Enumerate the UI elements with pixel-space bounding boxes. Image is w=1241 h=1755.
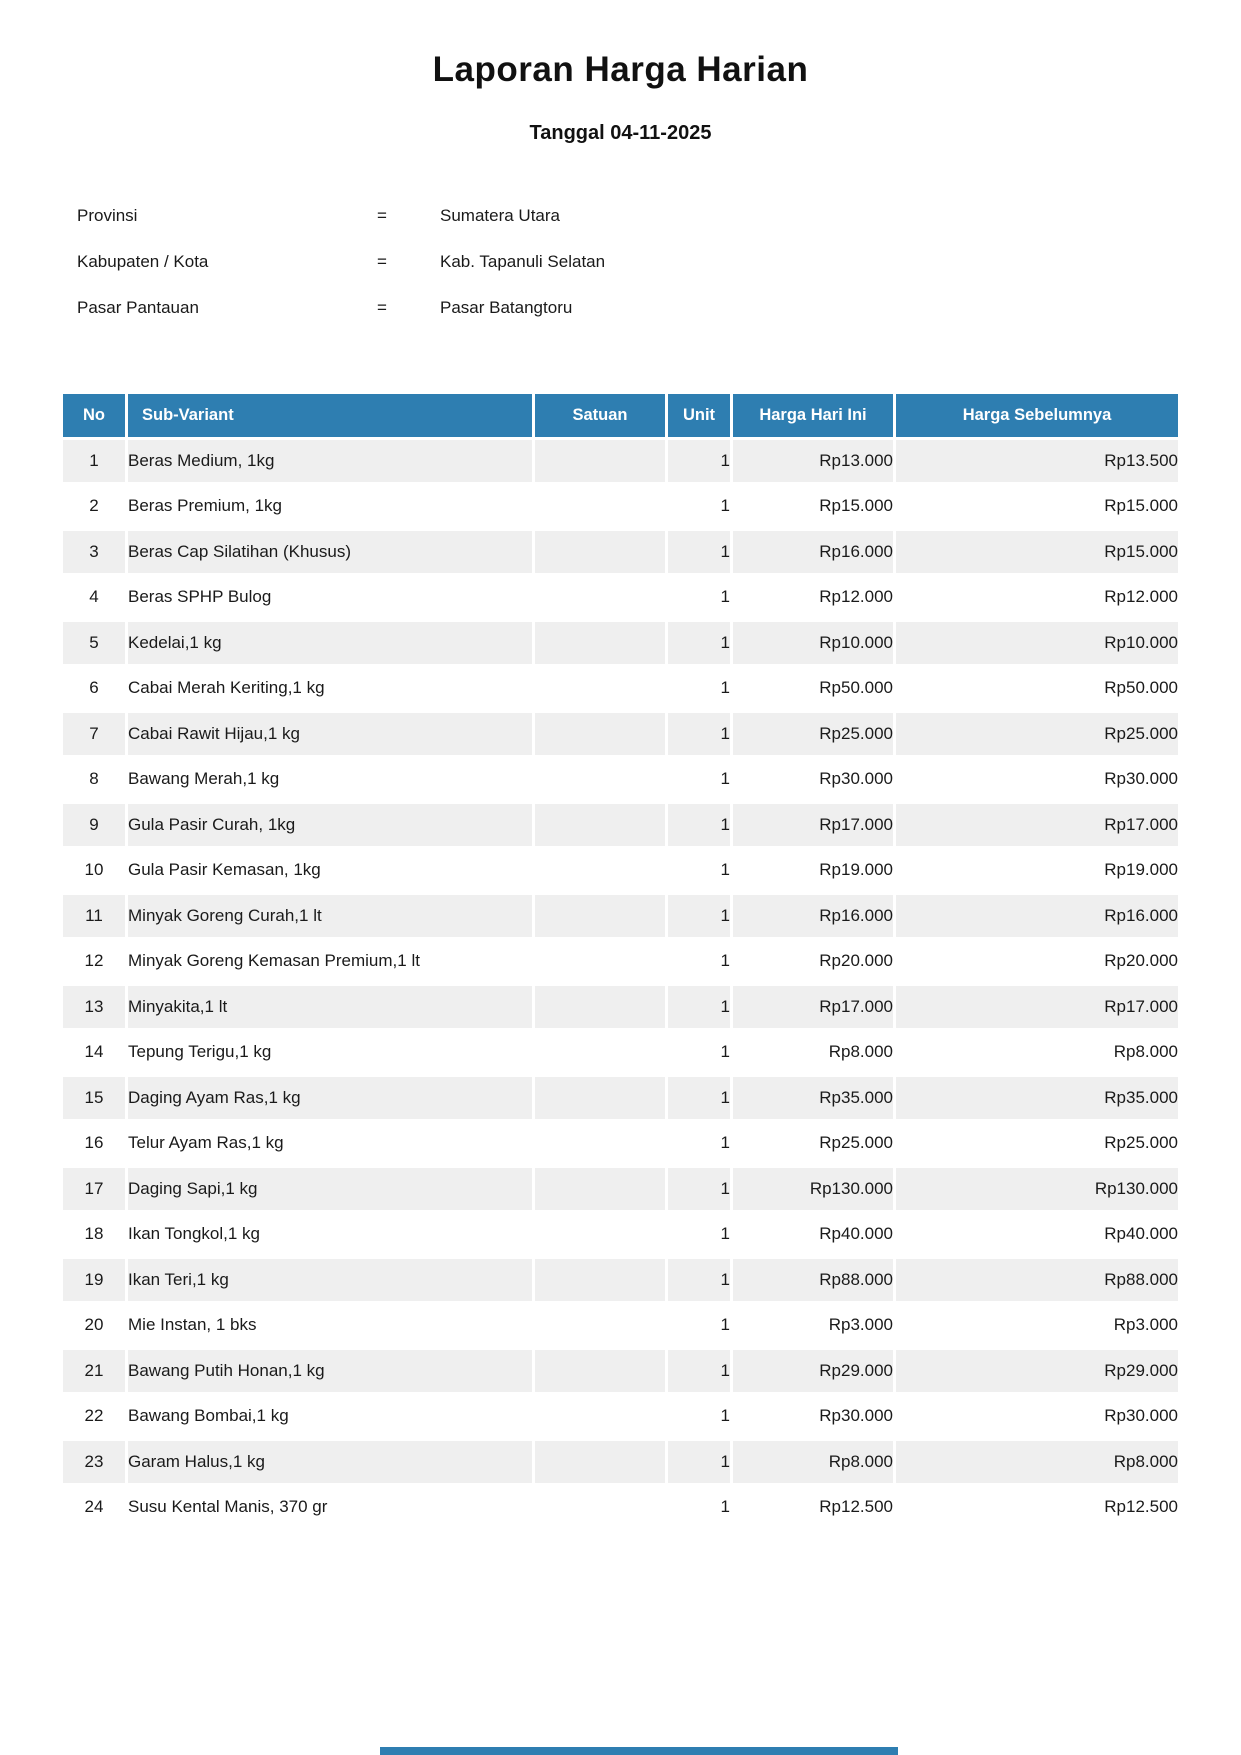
price-table-header (63, 394, 1178, 437)
cell-harga-sebelumnya: Rp30.000 (896, 758, 1178, 801)
cell-satuan (535, 1122, 665, 1165)
cell-harga-hari-ini: Rp17.000 (733, 804, 893, 847)
price-table (60, 391, 1181, 1532)
price-table-body (63, 440, 1178, 1529)
table-row (63, 713, 1178, 756)
table-row (63, 895, 1178, 938)
cell-no: 10 (63, 849, 125, 892)
meta-equals-sign: = (377, 206, 387, 225)
cell-no: 9 (63, 804, 125, 847)
cell-sub-variant: Minyak Goreng Kemasan Premium,1 lt (128, 940, 532, 983)
cell-no: 3 (63, 531, 125, 574)
cell-no: 19 (63, 1259, 125, 1302)
cell-harga-sebelumnya: Rp19.000 (896, 849, 1178, 892)
cell-satuan (535, 440, 665, 483)
cell-harga-sebelumnya: Rp20.000 (896, 940, 1178, 983)
cell-sub-variant: Beras Cap Silatihan (Khusus) (128, 531, 532, 574)
cell-sub-variant: Bawang Merah,1 kg (128, 758, 532, 801)
cell-unit: 1 (668, 895, 730, 938)
cell-sub-variant: Daging Sapi,1 kg (128, 1168, 532, 1211)
meta-label-pasar-pantauan: Pasar Pantauan (77, 298, 199, 317)
cell-unit: 1 (668, 1304, 730, 1347)
cell-harga-hari-ini: Rp20.000 (733, 940, 893, 983)
cell-no: 6 (63, 667, 125, 710)
cell-sub-variant: Gula Pasir Curah, 1kg (128, 804, 532, 847)
cell-harga-sebelumnya: Rp17.000 (896, 804, 1178, 847)
cell-no: 2 (63, 485, 125, 528)
cell-no: 8 (63, 758, 125, 801)
col-header-harga-hari-ini: Harga Hari Ini (733, 394, 893, 437)
report-date: Tanggal 04-11-2025 (529, 122, 712, 144)
cell-harga-sebelumnya: Rp15.000 (896, 531, 1178, 574)
header-row (63, 394, 1178, 437)
cell-sub-variant: Daging Ayam Ras,1 kg (128, 1077, 532, 1120)
cell-unit: 1 (668, 440, 730, 483)
cell-sub-variant: Beras Premium, 1kg (128, 485, 532, 528)
meta-label-kabupaten-kota: Kabupaten / Kota (77, 252, 209, 271)
cell-no: 18 (63, 1213, 125, 1256)
col-header-unit: Unit (668, 394, 730, 437)
cell-sub-variant: Garam Halus,1 kg (128, 1441, 532, 1484)
cell-unit: 1 (668, 667, 730, 710)
cell-satuan (535, 1259, 665, 1302)
col-header-satuan: Satuan (535, 394, 665, 437)
cell-no: 17 (63, 1168, 125, 1211)
cell-satuan (535, 758, 665, 801)
cell-no: 1 (63, 440, 125, 483)
cell-sub-variant: Bawang Putih Honan,1 kg (128, 1350, 532, 1393)
table-row (63, 940, 1178, 983)
cell-harga-hari-ini: Rp35.000 (733, 1077, 893, 1120)
cell-no: 14 (63, 1031, 125, 1074)
col-header-no: No (63, 394, 125, 437)
meta-equals-sign: = (377, 298, 387, 317)
cell-harga-hari-ini: Rp130.000 (733, 1168, 893, 1211)
cell-harga-hari-ini: Rp13.000 (733, 440, 893, 483)
cell-unit: 1 (668, 1486, 730, 1529)
cell-no: 16 (63, 1122, 125, 1165)
cell-unit: 1 (668, 1350, 730, 1393)
cell-no: 22 (63, 1395, 125, 1438)
cell-satuan (535, 1168, 665, 1211)
table-row (63, 667, 1178, 710)
cell-no: 21 (63, 1350, 125, 1393)
cell-harga-sebelumnya: Rp29.000 (896, 1350, 1178, 1393)
cell-sub-variant: Beras SPHP Bulog (128, 576, 532, 619)
cell-harga-sebelumnya: Rp50.000 (896, 667, 1178, 710)
cell-satuan (535, 1031, 665, 1074)
cell-harga-hari-ini: Rp50.000 (733, 667, 893, 710)
cell-harga-hari-ini: Rp30.000 (733, 1395, 893, 1438)
table-row (63, 485, 1178, 528)
cell-harga-sebelumnya: Rp130.000 (896, 1168, 1178, 1211)
cell-harga-sebelumnya: Rp16.000 (896, 895, 1178, 938)
table-row (63, 1213, 1178, 1256)
cell-harga-hari-ini: Rp15.000 (733, 485, 893, 528)
cell-unit: 1 (668, 1441, 730, 1484)
cell-unit: 1 (668, 1031, 730, 1074)
cell-no: 7 (63, 713, 125, 756)
cell-satuan (535, 622, 665, 665)
cell-satuan (535, 667, 665, 710)
cell-harga-hari-ini: Rp25.000 (733, 713, 893, 756)
table-row (63, 1031, 1178, 1074)
cell-unit: 1 (668, 1168, 730, 1211)
table-row (63, 622, 1178, 665)
cell-unit: 1 (668, 713, 730, 756)
cell-satuan (535, 849, 665, 892)
cell-harga-hari-ini: Rp40.000 (733, 1213, 893, 1256)
cell-harga-sebelumnya: Rp40.000 (896, 1213, 1178, 1256)
cell-harga-hari-ini: Rp16.000 (733, 895, 893, 938)
meta-value-provinsi: Sumatera Utara (440, 206, 560, 225)
cell-harga-hari-ini: Rp19.000 (733, 849, 893, 892)
cell-no: 20 (63, 1304, 125, 1347)
table-row (63, 986, 1178, 1029)
cell-harga-hari-ini: Rp17.000 (733, 986, 893, 1029)
cell-no: 4 (63, 576, 125, 619)
cell-satuan (535, 1304, 665, 1347)
report-meta (77, 193, 1241, 331)
meta-row-kabupaten-kota (77, 239, 1241, 285)
cell-sub-variant: Minyakita,1 lt (128, 986, 532, 1029)
cell-unit: 1 (668, 1395, 730, 1438)
table-row (63, 1441, 1178, 1484)
cell-satuan (535, 940, 665, 983)
cell-harga-sebelumnya: Rp88.000 (896, 1259, 1178, 1302)
table-row (63, 1395, 1178, 1438)
cell-no: 23 (63, 1441, 125, 1484)
cell-unit: 1 (668, 849, 730, 892)
meta-label-provinsi: Provinsi (77, 206, 138, 225)
cell-harga-hari-ini: Rp10.000 (733, 622, 893, 665)
cell-unit: 1 (668, 576, 730, 619)
meta-value-kabupaten-kota: Kab. Tapanuli Selatan (440, 252, 606, 271)
cell-no: 13 (63, 986, 125, 1029)
cell-harga-hari-ini: Rp16.000 (733, 531, 893, 574)
cell-satuan (535, 1395, 665, 1438)
cell-harga-sebelumnya: Rp10.000 (896, 622, 1178, 665)
cell-satuan (535, 1486, 665, 1529)
cell-harga-hari-ini: Rp25.000 (733, 1122, 893, 1165)
table-row (63, 531, 1178, 574)
col-header-harga-sebelumnya: Harga Sebelumnya (896, 394, 1178, 437)
table-row (63, 1077, 1178, 1120)
meta-value-pasar-pantauan: Pasar Batangtoru (440, 298, 573, 317)
cell-harga-sebelumnya: Rp30.000 (896, 1395, 1178, 1438)
cell-harga-sebelumnya: Rp3.000 (896, 1304, 1178, 1347)
cell-sub-variant: Susu Kental Manis, 370 gr (128, 1486, 532, 1529)
cell-satuan (535, 804, 665, 847)
table-row (63, 1350, 1178, 1393)
cell-satuan (535, 1441, 665, 1484)
cell-harga-sebelumnya: Rp12.000 (896, 576, 1178, 619)
cell-unit: 1 (668, 940, 730, 983)
cell-harga-sebelumnya: Rp15.000 (896, 485, 1178, 528)
table-row (63, 758, 1178, 801)
cell-harga-sebelumnya: Rp12.500 (896, 1486, 1178, 1529)
table-row (63, 1486, 1178, 1529)
meta-row-pasar-pantauan (77, 285, 1241, 331)
cell-harga-hari-ini: Rp29.000 (733, 1350, 893, 1393)
cell-sub-variant: Gula Pasir Kemasan, 1kg (128, 849, 532, 892)
table-row (63, 1259, 1178, 1302)
cell-unit: 1 (668, 531, 730, 574)
table-row (63, 440, 1178, 483)
cell-unit: 1 (668, 758, 730, 801)
cell-harga-hari-ini: Rp12.500 (733, 1486, 893, 1529)
page-title: Laporan Harga Harian (432, 50, 809, 89)
table-row (63, 1168, 1178, 1211)
cell-sub-variant: Beras Medium, 1kg (128, 440, 532, 483)
meta-equals-sign: = (377, 252, 387, 271)
cell-unit: 1 (668, 1213, 730, 1256)
cell-no: 12 (63, 940, 125, 983)
cell-sub-variant: Minyak Goreng Curah,1 lt (128, 895, 532, 938)
cell-sub-variant: Mie Instan, 1 bks (128, 1304, 532, 1347)
cell-unit: 1 (668, 986, 730, 1029)
cell-unit: 1 (668, 1077, 730, 1120)
cell-sub-variant: Cabai Rawit Hijau,1 kg (128, 713, 532, 756)
next-table-header-fragment (380, 1747, 898, 1755)
cell-harga-hari-ini: Rp8.000 (733, 1031, 893, 1074)
cell-sub-variant: Ikan Tongkol,1 kg (128, 1213, 532, 1256)
cell-harga-sebelumnya: Rp25.000 (896, 713, 1178, 756)
cell-harga-sebelumnya: Rp8.000 (896, 1441, 1178, 1484)
cell-harga-sebelumnya: Rp25.000 (896, 1122, 1178, 1165)
table-row (63, 1122, 1178, 1165)
cell-satuan (535, 1213, 665, 1256)
cell-harga-hari-ini: Rp30.000 (733, 758, 893, 801)
meta-row-provinsi (77, 193, 1241, 239)
table-row (63, 849, 1178, 892)
cell-harga-sebelumnya: Rp13.500 (896, 440, 1178, 483)
cell-no: 24 (63, 1486, 125, 1529)
cell-no: 5 (63, 622, 125, 665)
cell-harga-sebelumnya: Rp35.000 (896, 1077, 1178, 1120)
table-row (63, 576, 1178, 619)
cell-unit: 1 (668, 1122, 730, 1165)
cell-satuan (535, 1350, 665, 1393)
cell-harga-hari-ini: Rp8.000 (733, 1441, 893, 1484)
col-header-sub-variant: Sub-Variant (128, 394, 532, 437)
table-row (63, 1304, 1178, 1347)
cell-sub-variant: Tepung Terigu,1 kg (128, 1031, 532, 1074)
cell-unit: 1 (668, 622, 730, 665)
cell-harga-sebelumnya: Rp8.000 (896, 1031, 1178, 1074)
cell-unit: 1 (668, 804, 730, 847)
table-row (63, 804, 1178, 847)
cell-satuan (535, 713, 665, 756)
cell-sub-variant: Bawang Bombai,1 kg (128, 1395, 532, 1438)
cell-no: 15 (63, 1077, 125, 1120)
cell-satuan (535, 485, 665, 528)
cell-satuan (535, 986, 665, 1029)
cell-harga-hari-ini: Rp88.000 (733, 1259, 893, 1302)
cell-sub-variant: Telur Ayam Ras,1 kg (128, 1122, 532, 1165)
cell-satuan (535, 531, 665, 574)
cell-sub-variant: Cabai Merah Keriting,1 kg (128, 667, 532, 710)
cell-satuan (535, 576, 665, 619)
cell-satuan (535, 1077, 665, 1120)
cell-no: 11 (63, 895, 125, 938)
cell-harga-hari-ini: Rp3.000 (733, 1304, 893, 1347)
cell-sub-variant: Kedelai,1 kg (128, 622, 532, 665)
cell-harga-sebelumnya: Rp17.000 (896, 986, 1178, 1029)
cell-sub-variant: Ikan Teri,1 kg (128, 1259, 532, 1302)
cell-unit: 1 (668, 485, 730, 528)
cell-satuan (535, 895, 665, 938)
cell-harga-hari-ini: Rp12.000 (733, 576, 893, 619)
cell-unit: 1 (668, 1259, 730, 1302)
